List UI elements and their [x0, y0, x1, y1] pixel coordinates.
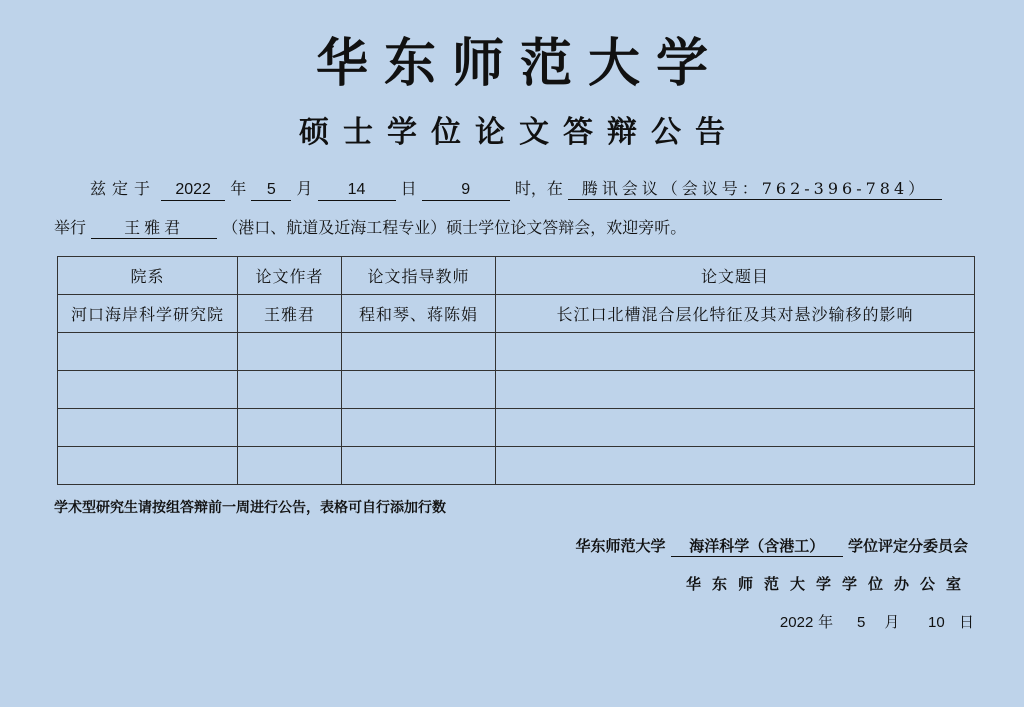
header-author: 论文作者	[238, 257, 342, 295]
day-field: 14	[318, 180, 396, 201]
date-day: 10	[927, 614, 945, 631]
committee-name: 海洋科学（含港工）	[671, 536, 843, 557]
announcement-rest: （港口、航道及近海工程专业）硕士学位论文答辩会，欢迎旁听。	[222, 218, 687, 237]
date-day-unit: 日	[958, 613, 974, 631]
cell-thesis-title	[496, 447, 975, 485]
hold-prefix: 举行	[54, 218, 87, 237]
cell-department	[58, 409, 238, 447]
committee-line	[576, 536, 969, 557]
announcement-line-2	[54, 217, 686, 239]
header-advisor: 论文指导教师	[342, 257, 496, 295]
announcement-prefix: 兹定于	[90, 179, 157, 198]
date-year-unit: 年	[818, 613, 834, 631]
header-thesis-title: 论文题目	[496, 257, 975, 295]
cell-thesis-title	[496, 409, 975, 447]
cell-author	[238, 333, 342, 371]
cell-advisor	[342, 409, 496, 447]
cell-advisor	[342, 447, 496, 485]
cell-thesis-title	[496, 333, 975, 371]
table-row	[58, 447, 975, 485]
date-month-unit: 月	[884, 613, 900, 631]
cell-department	[58, 371, 238, 409]
table-row	[58, 333, 975, 371]
header-department: 院系	[58, 257, 238, 295]
cell-advisor: 程和琴、蒋陈娟	[342, 295, 496, 333]
month-unit: 月	[296, 179, 313, 198]
candidate-field: 王雅君	[91, 218, 217, 239]
issue-date	[780, 612, 974, 633]
committee-prefix: 华东师范大学	[575, 537, 666, 555]
cell-department	[58, 333, 238, 371]
table-header-row	[58, 257, 975, 295]
location-field: 腾讯会议（会议号：762-396-784）	[568, 179, 942, 200]
hour-field: 9	[422, 180, 510, 201]
cell-advisor	[342, 333, 496, 371]
cell-department: 河口海岸科学研究院	[58, 295, 238, 333]
footnote: 学术型研究生请按组答辩前一周进行公告，表格可自行添加行数	[54, 500, 446, 516]
degree-office: 华东师范大学学位办公室	[685, 575, 972, 593]
date-year: 2022	[779, 614, 814, 631]
university-title: 华东师范大学	[315, 33, 724, 94]
year-field: 2022	[161, 180, 225, 201]
committee-suffix: 学位评定分委员会	[847, 537, 968, 555]
year-unit: 年	[230, 179, 247, 198]
day-unit: 日	[400, 179, 417, 198]
cell-thesis-title	[496, 371, 975, 409]
notice-title: 硕士学位论文答辩公告	[299, 115, 739, 150]
table-row	[58, 295, 975, 333]
date-month: 5	[856, 614, 866, 631]
table-row	[58, 409, 975, 447]
cell-author	[238, 371, 342, 409]
table-row	[58, 371, 975, 409]
hour-unit: 时，在	[514, 179, 563, 198]
cell-author: 王雅君	[238, 295, 342, 333]
defense-table	[57, 256, 975, 485]
cell-author	[238, 409, 342, 447]
announcement-line-1	[90, 178, 942, 201]
cell-thesis-title: 长江口北槽混合层化特征及其对悬沙输移的影响	[496, 295, 975, 333]
cell-author	[238, 447, 342, 485]
month-field: 5	[251, 180, 291, 201]
cell-advisor	[342, 371, 496, 409]
cell-department	[58, 447, 238, 485]
